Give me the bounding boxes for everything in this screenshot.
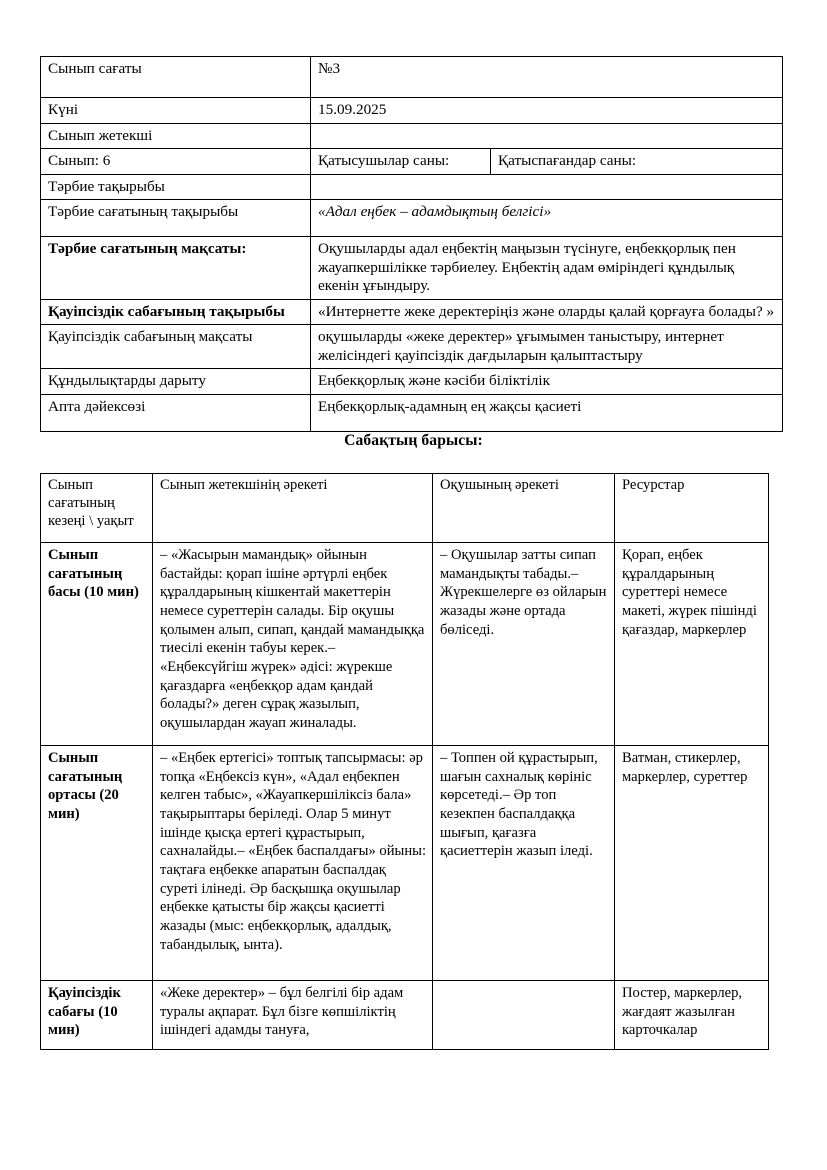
info-value-safety-theme: «Интернетте жеке деректеріңіз және оларды қалай қорғауға болады? » [311, 299, 783, 325]
cell-resources: Постер, маркерлер, жағдаят жазылған карточкалар [615, 981, 769, 1050]
info-value-date: 15.09.2025 [311, 98, 783, 124]
info-value-values: Еңбекқорлық және кәсіби біліктілік [311, 369, 783, 395]
info-value-week-quote: Еңбекқорлық-адамның ең жақсы қасиеті [311, 395, 783, 432]
cell-stage: Сынып сағатының ортасы (20 мин) [41, 746, 153, 981]
table-row [41, 237, 783, 300]
info-label-hour-goal: Тәрбие сағатының мақсаты: [41, 237, 311, 300]
cell-student-activity: – Топпен ой құрастырып, шағын сахналық көрініс көрсетеді.– Әр топ кезекпен баспалдаққа шығып, қағазға қасиеттерін жазып іледі. [433, 746, 615, 981]
table-row [41, 981, 769, 1050]
cell-student-activity [433, 981, 615, 1050]
info-value-hour-theme: «Адал еңбек – адамдықтың белгісі» [311, 200, 783, 237]
table-row [41, 149, 783, 175]
table-row [41, 200, 783, 237]
table-row [41, 395, 783, 432]
cell-teacher-activity: – «Жасырын мамандық» ойынын бастайды: қорап ішіне әртүрлі еңбек құралдарының кішкентай макеттерін немесе суреттерін салады. Бір оқушы қолымен алып, сипап, қандай мамандыққа тиесілі екенін табуы керек.– «Еңбексүйгіш жүрек» әдісі: жүрекше қағаздарға «еңбекқор адам қандай болады?» деген сұрақ жазылып, оқушылардан жауап жиналады. [153, 543, 433, 746]
column-header-teacher-activity: Сынып жетекшінің әрекеті [153, 474, 433, 543]
table-row [41, 369, 783, 395]
table-row [41, 57, 783, 98]
table-row [41, 325, 783, 369]
info-label-class-hour: Сынып сағаты [41, 57, 311, 98]
info-label-week-quote: Апта дәйексөзі [41, 395, 311, 432]
table-row [41, 746, 769, 981]
info-label-safety-goal: Қауіпсіздік сабағының мақсаты [41, 325, 311, 369]
info-label-safety-theme: Қауіпсіздік сабағының тақырыбы [41, 299, 311, 325]
column-header-stage: Сынып сағатының кезеңі \ уақыт [41, 474, 153, 543]
info-value-attendees-count: Қатысушылар саны: [311, 149, 491, 175]
table-row [41, 299, 783, 325]
column-header-resources: Ресурстар [615, 474, 769, 543]
cell-stage: Сынып сағатының басы (10 мин) [41, 543, 153, 746]
table-row [41, 123, 783, 149]
cell-resources: Ватман, стикерлер, маркерлер, суреттер [615, 746, 769, 981]
info-label-hour-theme: Тәрбие сағатының тақырыбы [41, 200, 311, 237]
info-value-hour-goal: Оқушыларды адал еңбектің маңызын түсінуге, еңбекқорлық пен жауапкершілікке тәрбиелеу. Еңбектің адам өміріндегі құндылық екенін ұғындыру. [311, 237, 783, 300]
info-value-class-hour: №3 [311, 57, 783, 98]
table-row [41, 543, 769, 746]
cell-stage: Қауіпсіздік сабағы (10 мин) [41, 981, 153, 1050]
table-header-row [41, 474, 769, 543]
table-row [41, 98, 783, 124]
cell-teacher-activity: – «Еңбек ертегісі» топтық тапсырмасы: әр топқа «Еңбексіз күн», «Адал еңбекпен келген табыс», «Жауапкершіліксіз бала» тақырыптары беріледі. Олар 5 минут ішінде қысқа ертегі құрастырып, сахналайды.– «Еңбек баспалдағы» ойыны: тақтаға еңбекке апаратын баспалдақ суреті ілінеді. Әр басқышқа оқушылар еңбекке қатысты бір жақсы қасиетті жазады (мыс: еңбекқорлық, адалдық, табандылық, ынта). [153, 746, 433, 981]
section-title-lesson-flow: Сабақтың барысы: [344, 432, 483, 449]
info-label-date: Күні [41, 98, 311, 124]
info-label-class: Сынып: 6 [41, 149, 311, 175]
lesson-info-table [40, 56, 783, 432]
info-value-safety-goal: оқушыларды «жеке деректер» ұғымымен таныстыру, интернет желісіндегі қауіпсіздік дағдыларын қалыптастыру [311, 325, 783, 369]
cell-teacher-activity: «Жеке деректер» – бұл белгілі бір адам туралы ақпарат. Бұл бізге көпшіліктің ішіндегі адамды тануға, [153, 981, 433, 1050]
cell-resources: Қорап, еңбек құралдарының суреттері немесе макеті, жүрек пішінді қағаздар, маркерлер [615, 543, 769, 746]
info-label-upbringing-theme: Тәрбие тақырыбы [41, 174, 311, 200]
lesson-flow-table [40, 473, 769, 1050]
info-value-class-teacher [311, 123, 783, 149]
info-label-class-teacher: Сынып жетекші [41, 123, 311, 149]
info-value-absentees-count: Қатыспағандар саны: [491, 149, 783, 175]
column-header-student-activity: Оқушының әрекеті [433, 474, 615, 543]
cell-student-activity: – Оқушылар затты сипап мамандықты табады.– Жүрекшелерге өз ойларын жазады және ортада бөліседі. [433, 543, 615, 746]
info-label-values: Құндылықтарды дарыту [41, 369, 311, 395]
info-value-upbringing-theme [311, 174, 783, 200]
table-row [41, 174, 783, 200]
